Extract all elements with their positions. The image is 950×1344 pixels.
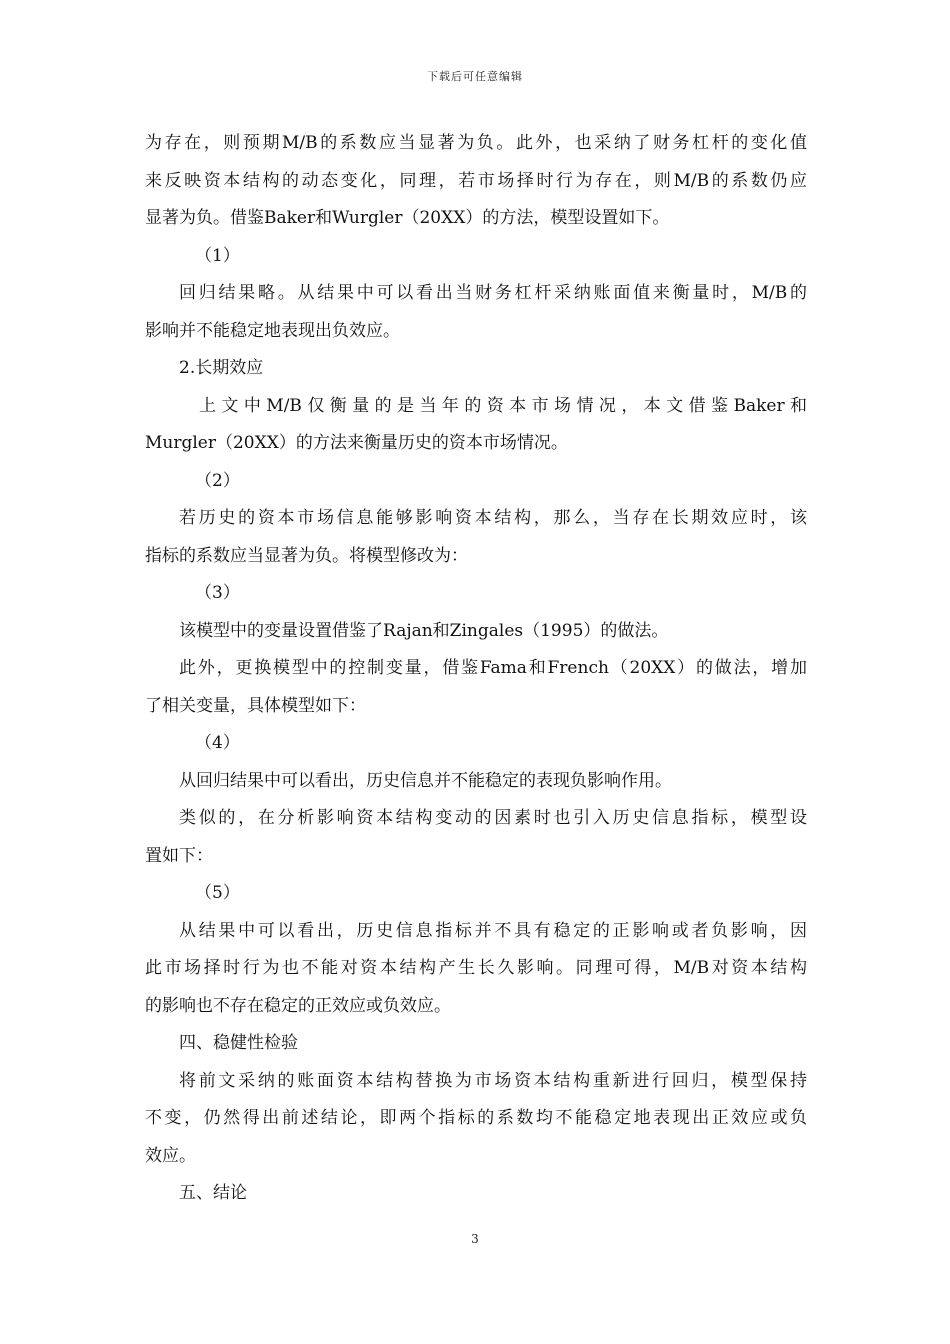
equation-number: （5）: [195, 883, 240, 903]
paragraph-line: 显著为负。借鉴Baker和Wurgler（20XX）的方法，模型设置如下。: [145, 208, 670, 228]
section-heading: 五、结论: [179, 1183, 247, 1203]
paragraph-line: 从回归结果中可以看出，历史信息并不能稳定的表现负影响作用。: [179, 770, 672, 791]
paragraph-line: 若历史的资本市场信息能够影响资本结构，那么，当存在长期效应时，该: [179, 508, 807, 528]
equation-number: （1）: [195, 245, 240, 266]
paragraph-line: 此外，更换模型中的控制变量，借鉴Fama和French（20XX）的做法，增加: [179, 658, 807, 678]
paragraph-line: 将前文采纳的账面资本结构替换为市场资本结构重新进行回归，模型保持: [179, 1070, 807, 1091]
paragraph-line: 为存在，则预期M/B的系数应当显著为负。此外，也采纳了财务杠杆的变化值: [145, 133, 807, 153]
paragraph-line: 的影响也不存在稳定的正效应或负效应。: [145, 995, 451, 1016]
paragraph-line: 不变，仍然得出前述结论，即两个指标的系数均不能稳定地表现出正效应或负: [145, 1108, 807, 1128]
paragraph-line: 了相关变量，具体模型如下：: [145, 695, 366, 716]
paragraph-line: 上文中M/B仅衡量的是当年的资本市场情况，本文借鉴Baker和: [199, 395, 807, 416]
paragraph-line: 置如下：: [145, 845, 213, 866]
equation-number: （3）: [195, 583, 240, 603]
page-number: 3: [471, 1232, 479, 1246]
paragraph-line: 影响并不能稳定地表现出负效应。: [145, 320, 400, 341]
paragraph-line: 类似的，在分析影响资本结构变动的因素时也引入历史信息指标，模型设: [179, 808, 807, 828]
equation-number: （4）: [195, 733, 240, 753]
paragraph-line: 此市场择时行为也不能对资本结构产生长久影响。同理可得，M/B对资本结构: [145, 958, 807, 978]
section-heading: 2.长期效应: [179, 358, 264, 378]
section-heading: 四、稳健性检验: [179, 1033, 298, 1053]
paragraph-line: 指标的系数应当显著为负。将模型修改为：: [145, 545, 468, 566]
paragraph-line: 来反映资本结构的动态变化，同理，若市场择时行为存在，则M/B的系数仍应: [145, 170, 807, 191]
paragraph-line: 从结果中可以看出，历史信息指标并不具有稳定的正影响或者负影响，因: [179, 920, 807, 941]
page-header: 下载后可任意编辑: [427, 70, 523, 83]
paragraph-line: 效应。: [145, 1145, 196, 1166]
paragraph-line: 回归结果略。从结果中可以看出当财务杠杆采纳账面值来衡量时，M/B的: [179, 283, 807, 303]
paragraph-line: Murgler（20XX）的方法来衡量历史的资本市场情况。: [145, 433, 568, 453]
document-body: [145, 125, 807, 1213]
equation-number: （2）: [195, 470, 240, 491]
paragraph-line: 该模型中的变量设置借鉴了Rajan和Zingales（1995）的做法。: [179, 620, 669, 641]
